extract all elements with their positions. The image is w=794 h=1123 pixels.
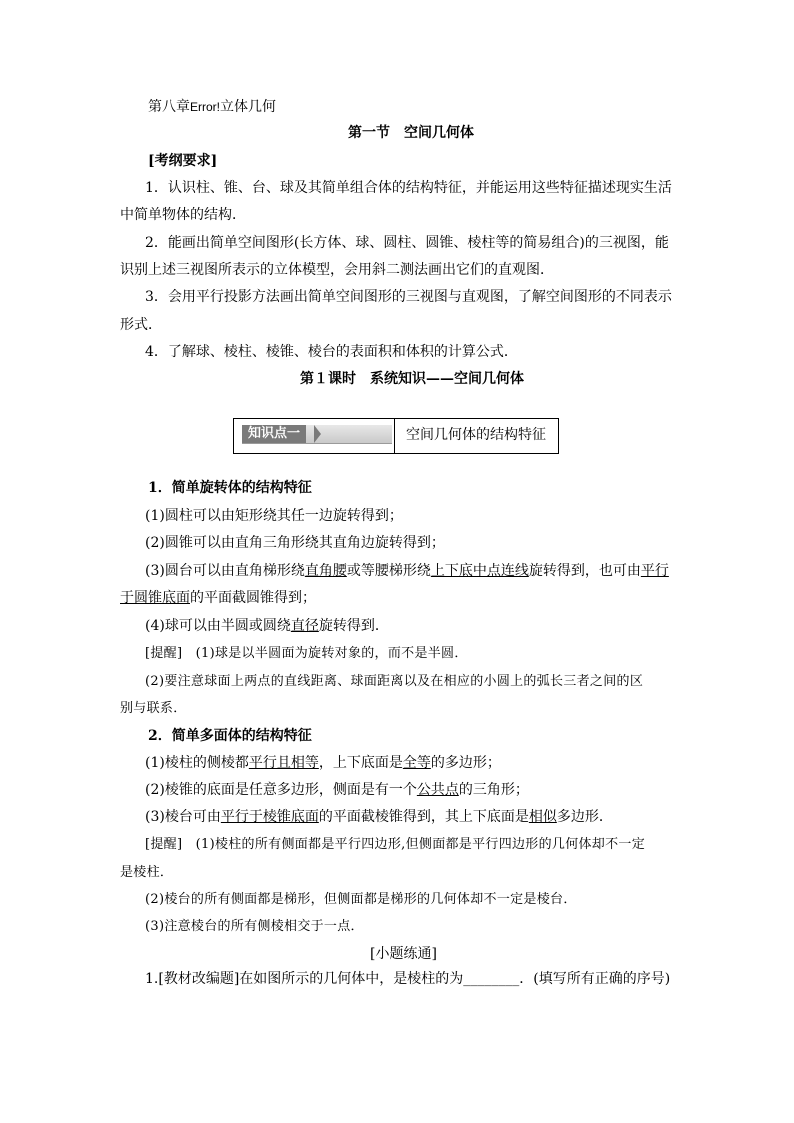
rotation-line-2: (2)圆锥可以由直角三角形绕其直角边旋转得到； — [145, 535, 445, 551]
rotation-tip-1: [提醒] (1)球是以半圆面为旋转对象的，而不是半圆． — [145, 646, 468, 661]
text-run: 的平面截圆锥得到； — [190, 590, 316, 606]
rotation-heading: 1．简单旋转体的结构特征 — [148, 480, 312, 496]
rotation-line-4 — [120, 589, 316, 607]
outline-item-3-cont: 形式． — [120, 317, 162, 333]
text-run: 的三角形； — [458, 782, 529, 798]
text-run: (2)棱锥的底面是任意多边形，侧面是有一个 — [145, 782, 417, 798]
chapter-error-field: Error! — [190, 100, 220, 114]
practice-heading: [小题练通] — [370, 946, 437, 962]
underlined-term: 直径 — [290, 618, 319, 634]
underlined-term: 上下底中点连线 — [430, 563, 529, 579]
outline-item-2-cont: 识别上述三视图所表示的立体模型，会用斜二测法画出它们的直观图． — [120, 262, 554, 278]
underlined-term: 直角腰 — [304, 563, 347, 579]
question-text: 1.[教材改编题]在如图所示的几何体中，是棱柱的为 — [145, 971, 464, 987]
underlined-term: 于圆锥底面 — [120, 590, 190, 606]
text-run: 旋转得到． — [318, 618, 389, 634]
rotation-line-5 — [145, 617, 389, 635]
outline-item-1-cont: 中简单物体的结构． — [120, 207, 246, 223]
text-run: ，上下底面是 — [318, 755, 403, 771]
question-instruction: ．(填写所有正确的序号) — [519, 971, 671, 987]
outline-item-2: 2．能画出简单空间图形(长方体、球、圆柱、圆锥、棱柱等的简易组合)的三视图，能 — [145, 235, 669, 251]
outline-item-3: 3．会用平行投影方法画出简单空间图形的三视图与直观图，了解空间图形的不同表示 — [145, 289, 672, 305]
lesson-title: 第１课时 系统知识——空间几何体 — [300, 371, 524, 387]
knowledge-tag-cell — [234, 419, 395, 453]
text-run: (3)圆台可以由直角梯形绕 — [145, 563, 305, 579]
text-run: 的多边形； — [430, 755, 501, 771]
underlined-term: 公共点 — [416, 782, 459, 798]
rotation-line-3 — [145, 562, 669, 580]
text-run: 旋转得到，也可由 — [528, 563, 641, 579]
rotation-tip-2: (2)要注意球面上两点的直线距离、球面距离以及在相应的小圆上的弧长三者之间的区 — [145, 674, 644, 689]
rotation-line-1: (1)圆柱可以由矩形绕其任一边旋转得到； — [145, 508, 403, 524]
text-run: (3)棱台可由 — [145, 809, 221, 825]
polyhedron-tip-4: (3)注意棱台的所有侧棱相交于一点． — [145, 919, 364, 934]
polyhedron-line-3 — [145, 808, 613, 826]
polyhedron-tip-3: (2)棱台的所有侧面都是梯形，但侧面都是梯形的几何体却不一定是棱台． — [145, 892, 577, 907]
answer-blank: ________ — [463, 971, 520, 987]
underlined-term: 相似 — [528, 809, 557, 825]
chapter-heading — [148, 98, 276, 116]
polyhedron-heading: 2．简单多面体的结构特征 — [148, 728, 312, 744]
knowledge-tag-bar — [242, 425, 392, 444]
text-run: 或等腰梯形绕 — [346, 563, 431, 579]
text-run: (4)球可以由半圆或圆绕 — [145, 618, 291, 634]
rotation-tip-3: 别与联系． — [120, 701, 187, 716]
practice-question-1 — [145, 970, 670, 988]
knowledge-point-box — [233, 418, 559, 454]
underlined-term: 平行且相等 — [248, 755, 319, 771]
outline-heading: [考纲要求] — [148, 153, 218, 169]
knowledge-tag-label: 知识点一 — [242, 425, 306, 443]
polyhedron-line-1 — [145, 754, 501, 772]
underlined-term: 平行 — [640, 563, 669, 579]
text-run: 多边形． — [556, 809, 613, 825]
polyhedron-line-2 — [145, 781, 529, 799]
polyhedron-tip-2: 是棱柱． — [120, 865, 174, 880]
tag-arrow-icon — [314, 425, 321, 443]
section-title: 第一节 空间几何体 — [348, 125, 474, 141]
chapter-title: 立体几何 — [220, 99, 276, 115]
polyhedron-tip-1: [提醒] (1)棱柱的所有侧面都是平行四边形,但侧面都是平行四边形的几何体却不一定 — [145, 837, 645, 852]
underlined-term: 全等 — [402, 755, 431, 771]
underlined-term: 平行于棱锥底面 — [220, 809, 319, 825]
outline-item-4: 4．了解球、棱柱、棱锥、棱台的表面积和体积的计算公式． — [145, 344, 518, 360]
knowledge-title: 空间几何体的结构特征 — [406, 427, 546, 443]
text-run: (1)棱柱的侧棱都 — [145, 755, 249, 771]
text-run: 的平面截棱锥得到，其上下底面是 — [318, 809, 529, 825]
outline-item-1: 1．认识柱、锥、台、球及其简单组合体的结构特征，并能运用这些特征描述现实生活 — [145, 180, 672, 196]
chapter-prefix: 第八章 — [148, 99, 190, 115]
